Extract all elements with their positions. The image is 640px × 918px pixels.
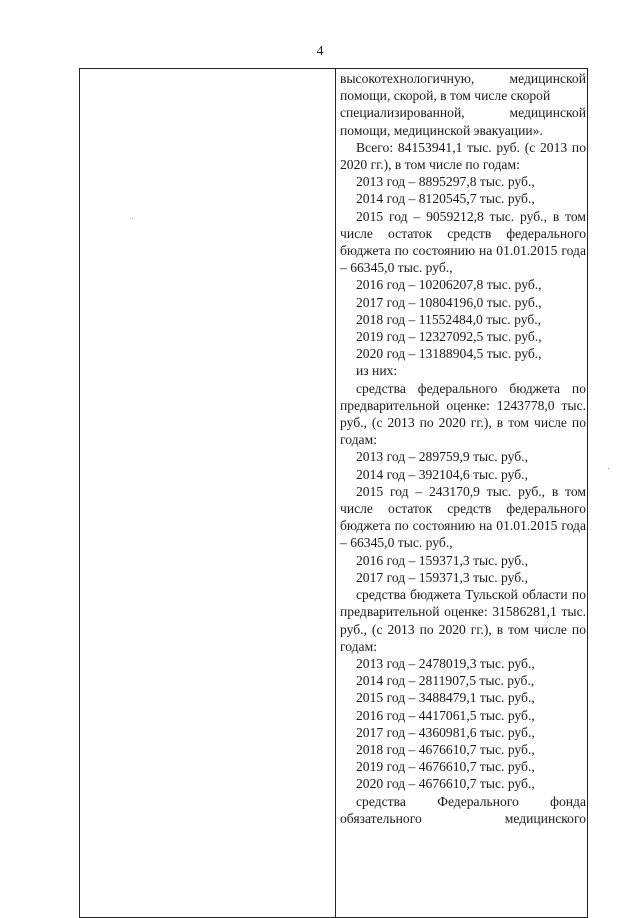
funding-text-column [340,70,586,827]
text-paragraph: из них: [356,363,398,379]
text-paragraph: Всего: 84153941,1 тыс. руб. (с 2013 по 2020 гг.), в том числе по годам: [340,139,586,173]
text-paragraph: 2013 год – 2478019,3 тыс. руб., [356,655,535,671]
text-paragraph: 2019 год – 12327092,5 тыс. руб., [356,329,542,345]
text-paragraph: средства Федерального фонда [356,793,586,809]
scan-speck [608,468,609,469]
page-number: 4 [316,44,324,59]
text-paragraph: специализированной, медицинской [340,105,586,121]
text-paragraph: 2014 год – 392104,6 тыс. руб., [356,466,528,482]
text-paragraph: 2018 год – 4676610,7 тыс. руб., [356,741,535,757]
text-paragraph: 2020 год – 13188904,5 тыс. руб., [356,346,542,362]
text-paragraph: 2013 год – 289759,9 тыс. руб., [356,449,528,465]
text-paragraph: высокотехнологичную, медицинской [340,71,586,86]
text-paragraph: средства федерального бюджета по предварительной оценке: 1243778,0 тыс. руб., (с 2013 по 2020 гг.), в том числе по годам: [340,380,586,448]
text-paragraph: 2017 год – 10804196,0 тыс. руб., [356,294,542,310]
text-paragraph: помощи, скорой, в том числе скорой [340,88,551,104]
text-paragraph: 2019 год – 4676610,7 тыс. руб., [356,759,535,775]
scan-speck [132,218,133,219]
text-paragraph: 2014 год – 2811907,5 тыс. руб., [356,673,535,689]
text-paragraph: 2014 год – 8120545,7 тыс. руб., [356,191,535,207]
text-paragraph: 2015 год – 3488479,1 тыс. руб., [356,690,535,706]
text-paragraph: 2013 год – 8895297,8 тыс. руб., [356,174,535,190]
text-paragraph: 2016 год – 159371,3 тыс. руб., [356,552,528,568]
text-paragraph: средства бюджета Тульской области по предварительной оценке: 31586281,1 тыс. руб., (с 2013 по 2020 гг.), в том числе по годам: [340,587,586,654]
text-paragraph: 2015 год – 243170,9 тыс. руб., в том числе остаток средств федерального бюджета по состоянию на 01.01.2015 года – 66345,0 тыс. руб., [340,483,586,551]
text-paragraph: помощи, медицинской эвакуации». [340,122,543,138]
text-paragraph: 2015 год – 9059212,8 тыс. руб., в том числе остаток средств федерального бюджета по состоянию на 01.01.2015 года – 66345,0 тыс. руб., [340,208,586,276]
text-paragraph: 2018 год – 11552484,0 тыс. руб., [356,311,542,327]
column-divider [335,68,336,918]
text-paragraph: 2020 год – 4676610,7 тыс. руб., [356,776,535,792]
text-paragraph: 2017 год – 4360981,6 тыс. руб., [356,724,535,740]
text-paragraph: обязательного медицинского [340,810,586,826]
text-paragraph: 2017 год – 159371,3 тыс. руб., [356,569,528,585]
text-paragraph: 2016 год – 10206207,8 тыс. руб., [356,277,542,293]
text-paragraph: 2016 год – 4417061,5 тыс. руб., [356,707,535,723]
